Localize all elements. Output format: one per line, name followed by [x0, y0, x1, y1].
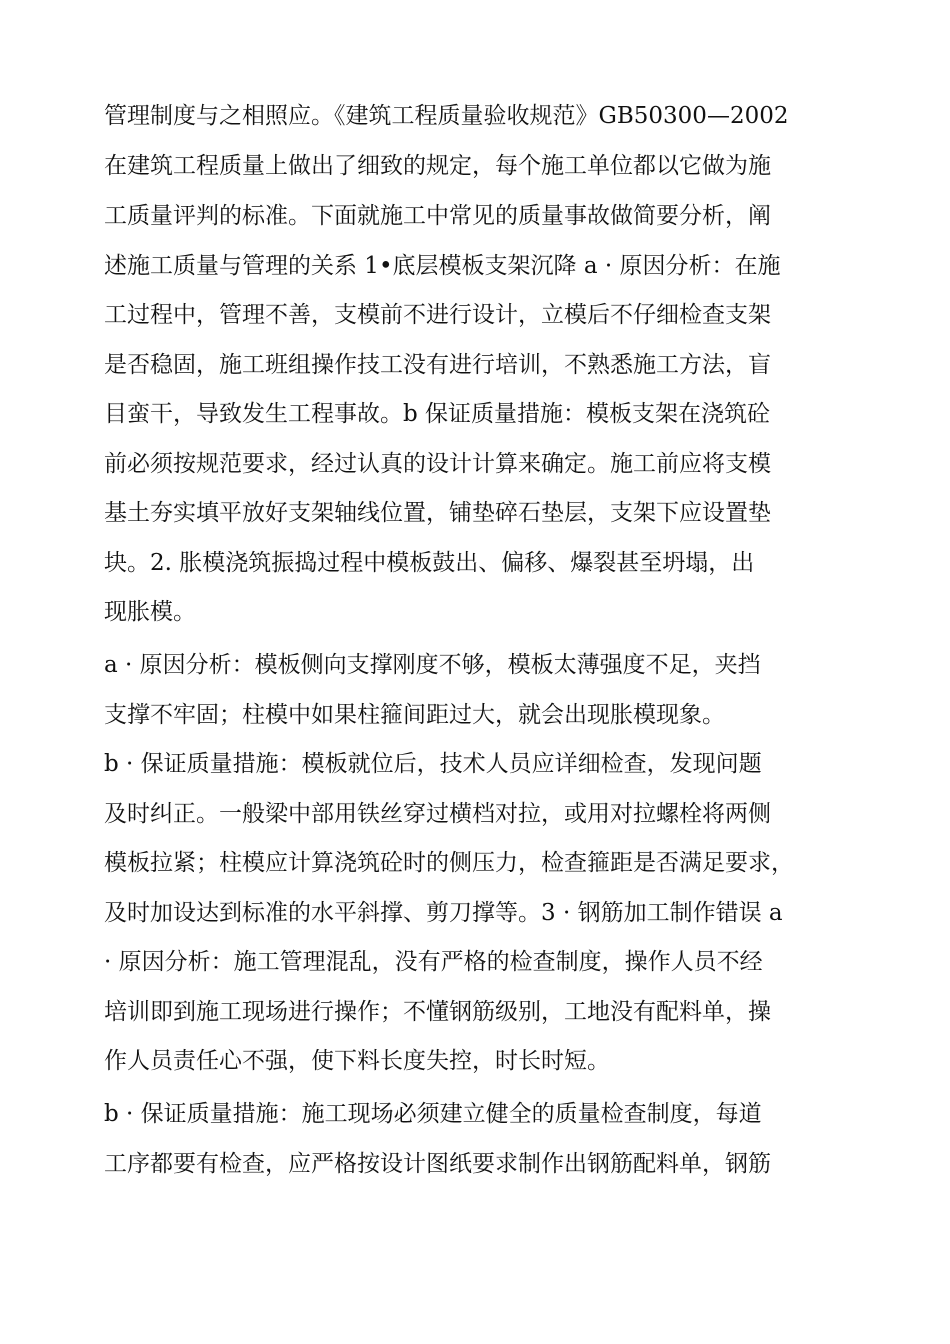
text-line: 支撑不牢固；柱模中如果柱箍间距过大，就会出现胀模现象。 — [104, 702, 725, 728]
text-line: 基土夯实填平放好支架轴线位置，铺垫碎石垫层，支架下应设置垫 — [104, 500, 771, 526]
text-line: 现胀模。 — [104, 599, 196, 625]
text-line: 述施工质量与管理的关系 1•底层模板支架沉降 a · 原因分析：在施 — [104, 253, 781, 279]
text-line: b · 保证质量措施：模板就位后，技术人员应详细检查，发现问题 — [104, 751, 762, 777]
text-line: 工过程中，管理不善，支模前不进行设计，立模后不仔细检查支架 — [104, 302, 771, 328]
text-line: 及时加设达到标准的水平斜撑、剪刀撑等。3 · 钢筋加工制作错误 a — [104, 900, 783, 926]
text-line: 目蛮干，导致发生工程事故。b 保证质量措施：模板支架在浇筑砼 — [104, 401, 771, 427]
text-line: b · 保证质量措施：施工现场必须建立健全的质量检查制度，每道 — [104, 1101, 762, 1127]
text-line: 在建筑工程质量上做出了细致的规定，每个施工单位都以它做为施 — [104, 153, 771, 179]
text-line: 前必须按规范要求，经过认真的设计计算来确定。施工前应将支模 — [104, 451, 771, 477]
text-line: 工序都要有检查，应严格按设计图纸要求制作出钢筋配料单，钢筋 — [104, 1151, 771, 1177]
text-line: 模板拉紧；柱模应计算浇筑砼时的侧压力，检查箍距是否满足要求， — [104, 850, 794, 876]
text-line: 块。2. 胀模浇筑振捣过程中模板鼓出、偏移、爆裂甚至坍塌，出 — [104, 550, 755, 576]
text-line: 培训即到施工现场进行操作；不懂钢筋级别，工地没有配料单，操 — [104, 999, 771, 1025]
text-line: 是否稳固，施工班组操作技工没有进行培训，不熟悉施工方法，盲 — [104, 352, 771, 378]
text-line: 工质量评判的标准。下面就施工中常见的质量事故做简要分析，阐 — [104, 203, 771, 229]
text-line: · 原因分析：施工管理混乱，没有严格的检查制度，操作人员不经 — [104, 949, 763, 975]
text-line: 及时纠正。一般梁中部用铁丝穿过横档对拉，或用对拉螺栓将两侧 — [104, 801, 771, 827]
text-line: a · 原因分析：模板侧向支撑刚度不够，模板太薄强度不足，夹挡 — [104, 652, 761, 678]
text-line: 作人员责任心不强，使下料长度失控，时长时短。 — [104, 1048, 610, 1074]
text-line: 管理制度与之相照应。《建筑工程质量验收规范》GB50300—2002 — [104, 103, 789, 129]
